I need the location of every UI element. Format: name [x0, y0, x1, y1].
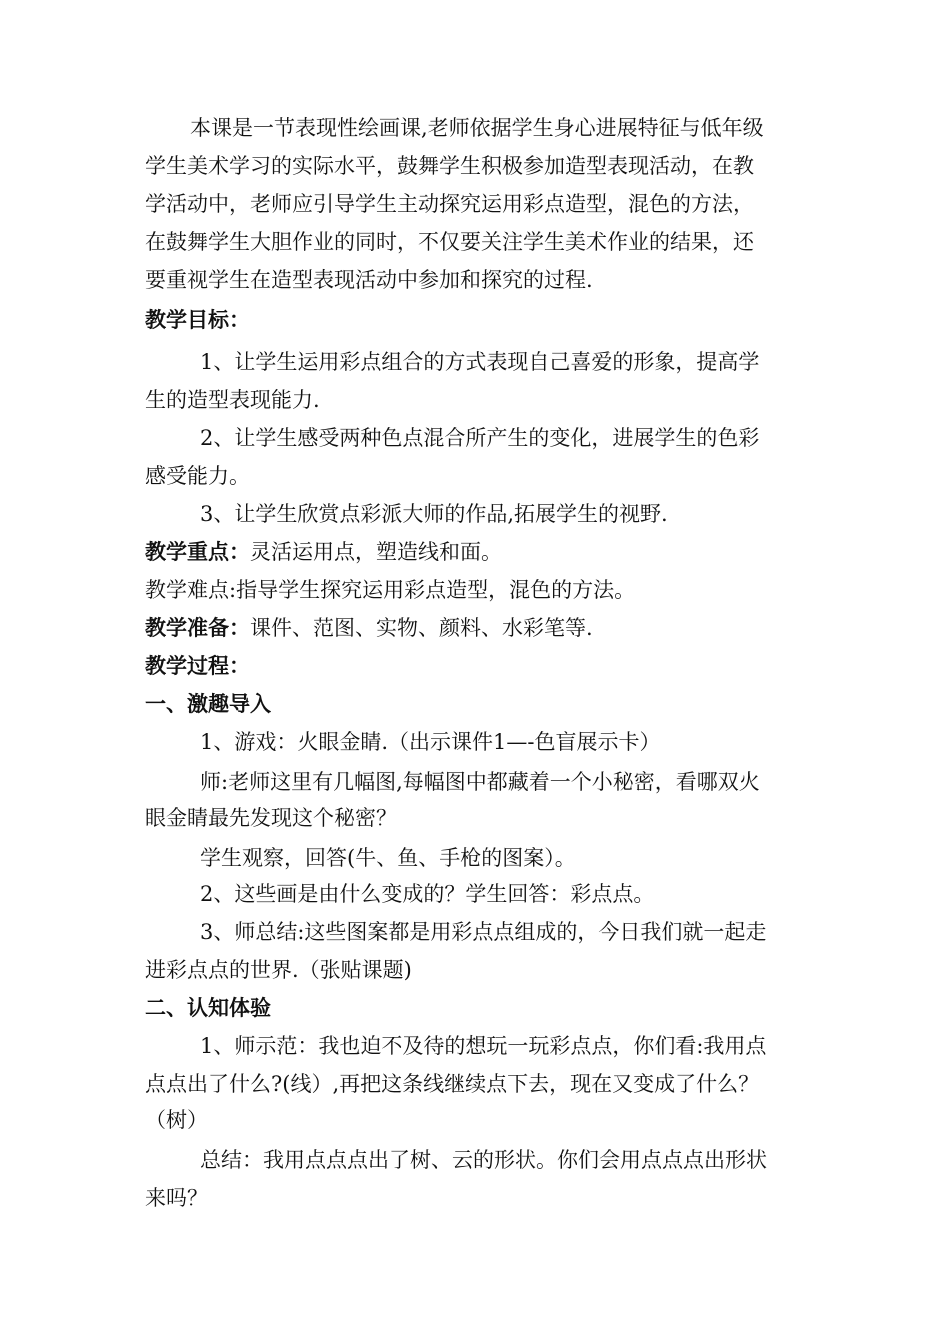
goal-2-line-1: 2、让学生感受两种色点混合所产生的变化，进展学生的色彩: [200, 426, 760, 450]
prep-row: [145, 618, 593, 639]
section2-line-2: 点点出了什么?(线）,再把这条线继续点下去，现在又变成了什么？: [145, 1072, 760, 1096]
section2-line-5: 来吗？: [145, 1186, 208, 1210]
section1-line-7: 进彩点点的世界.（张贴课题): [145, 958, 412, 982]
focus-row: [145, 542, 502, 563]
section1-line-3: 眼金睛最先发现这个秘密？: [145, 806, 397, 830]
goals-heading: 教学目标：: [145, 308, 250, 332]
section1-line-1: 1、游戏：火眼金睛.（出示课件1—-色盲展示卡）: [200, 730, 661, 754]
section2-heading: 二、认知体验: [145, 996, 271, 1020]
goal-2-line-2: 感受能力。: [145, 464, 250, 488]
intro-line-3: 学活动中，老师应引导学生主动探究运用彩点造型，混色的方法，: [145, 192, 754, 216]
section1-line-2: 师:老师这里有几幅图,每幅图中都藏着一个小秘密，看哪双火: [200, 770, 760, 794]
prep-text: 课件、范图、实物、颜料、水彩笔等.: [250, 616, 593, 640]
goal-3: 3、让学生欣赏点彩派大师的作品,拓展学生的视野.: [200, 502, 668, 526]
intro-line-5: 要重视学生在造型表现活动中参加和探究的过程.: [145, 268, 593, 292]
focus-text: 灵活运用点，塑造线和面。: [250, 540, 502, 564]
section1-line-4: 学生观察，回答(牛、鱼、手枪的图案）。: [200, 846, 576, 870]
section2-line-1: 1、师示范：我也迫不及待的想玩一玩彩点点，你们看:我用点: [200, 1034, 767, 1058]
section1-line-5: 2、这些画是由什么变成的？学生回答：彩点点。: [200, 882, 655, 906]
prep-label: 教学准备：: [145, 616, 250, 640]
intro-line-2: 学生美术学习的实际水平，鼓舞学生积极参加造型表现活动，在教: [145, 154, 754, 178]
section1-line-6: 3、师总结:这些图案都是用彩点点组成的，今日我们就一起走: [200, 920, 767, 944]
section2-line-4: 总结：我用点点点出了树、云的形状。你们会用点点点出形状: [200, 1148, 767, 1172]
intro-line-4: 在鼓舞学生大胆作业的同时，不仅要关注学生美术作业的结果，还: [145, 230, 754, 254]
section1-heading: 一、激趣导入: [145, 692, 271, 716]
section2-line-3: （树）: [145, 1108, 208, 1132]
goal-1-line-2: 生的造型表现能力.: [145, 388, 320, 412]
goal-1-line-1: 1、让学生运用彩点组合的方式表现自己喜爱的形象，提高学: [200, 350, 760, 374]
process-heading: 教学过程：: [145, 654, 250, 678]
intro-line-1: 本课是一节表现性绘画课,老师依据学生身心进展特征与低年级: [190, 116, 764, 140]
focus-label: 教学重点：: [145, 540, 250, 564]
difficulty-row: 教学难点:指导学生探究运用彩点造型，混色的方法。: [145, 578, 636, 602]
